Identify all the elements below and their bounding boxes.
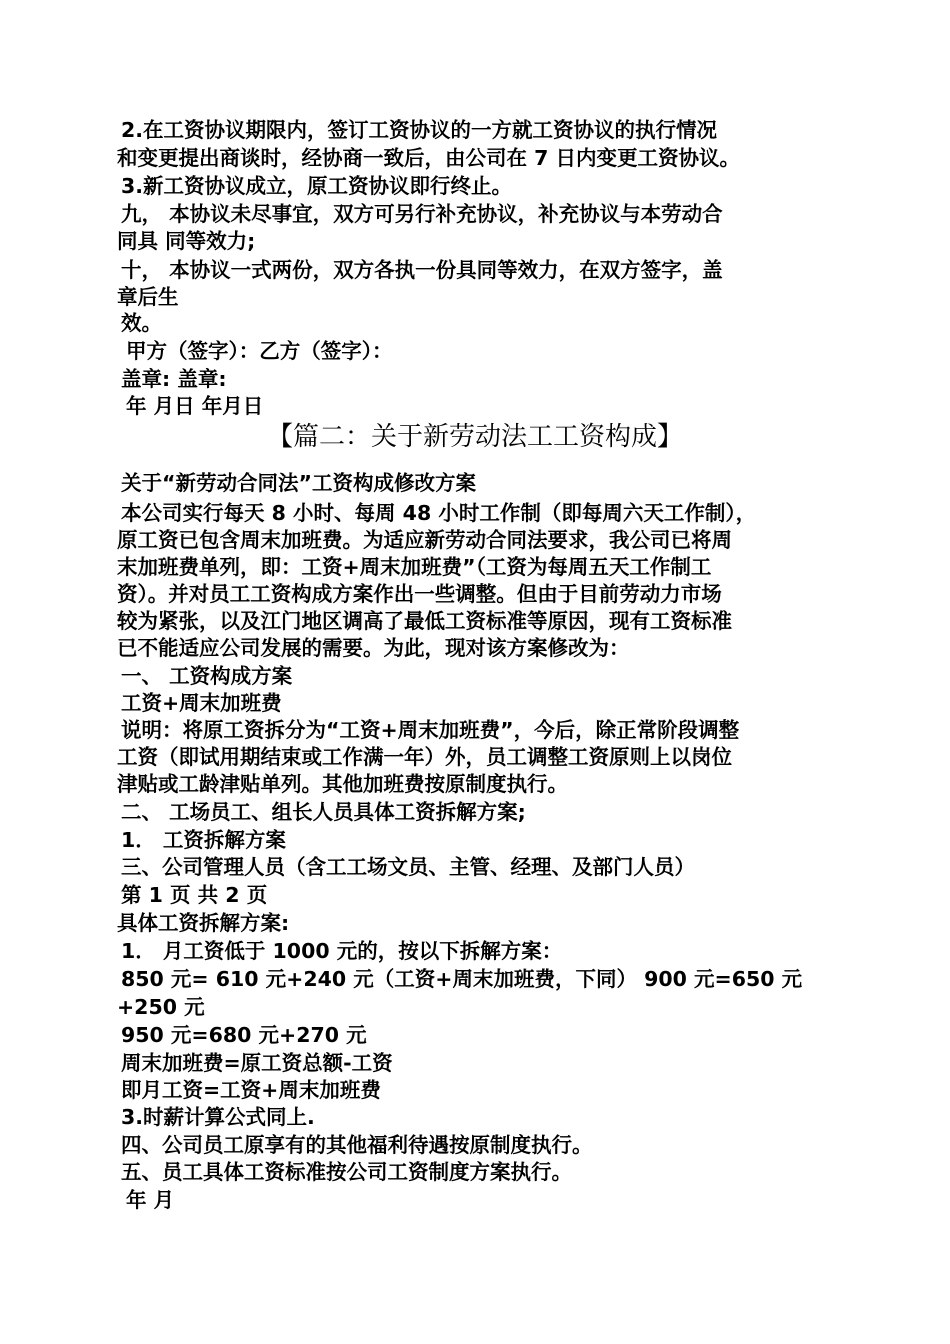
text-line: 本公司实行每天 8 小时、每周 48 小时工作制（即每周六天工作制）， <box>121 501 757 525</box>
text-line: 较为紧张，以及江门地区调高了最低工资标准等原因，现有工资标准 <box>117 609 732 633</box>
text-line: 九， 本协议未尽事宜，双方可另行补充协议，补充协议与本劳动合 <box>121 202 723 226</box>
text-line: 1． 月工资低于 1000 元的，按以下拆解方案： <box>121 939 563 963</box>
text-line: 2.在工资协议期限内，签订工资协议的一方就工资协议的执行情况 <box>121 118 718 142</box>
date-line: 年 月日 年月日 <box>126 394 264 418</box>
text-line: 3.新工资协议成立，原工资协议即行终止。 <box>121 174 513 198</box>
text-line: 末加班费单列，即：工资+周末加班费”（工资为每周五天工作制工 <box>117 555 712 579</box>
text-line: 和变更提出商谈时，经协商一致后，由公司在 7 日内变更工资协议。 <box>117 146 741 170</box>
text-line: 原工资已包含周末加班费。为适应新劳动合同法要求，我公司已将周 <box>117 528 732 552</box>
text-line: 周末加班费=原工资总额-工资 <box>121 1051 393 1075</box>
signature-line: 甲方（签字）：乙方（签字）： <box>126 339 393 363</box>
text-line: 1． 工资拆解方案 <box>121 828 286 852</box>
text-line: 具体工资拆解方案: <box>117 911 290 935</box>
text-line: 工资（即试用期结束或工作满一年）外，员工调整工资原则上以岗位 <box>117 745 732 769</box>
date-line: 年 月 <box>126 1188 175 1212</box>
text-line: 效。 <box>121 311 162 335</box>
text-line: 工资+周末加班费 <box>121 691 282 715</box>
text-line: +250 元 <box>117 995 205 1019</box>
document-title: 关于“新劳动合同法”工资构成修改方案 <box>121 471 476 495</box>
text-line: 850 元= 610 元+240 元（工资+周末加班费，下同） 900 元=650 元 <box>121 967 803 991</box>
text-line: 章后生 <box>117 285 179 309</box>
text-line: 同具 同等效力; <box>117 229 256 253</box>
text-line: 一、 工资构成方案 <box>121 664 293 688</box>
text-line: 五、员工具体工资标准按公司工资制度方案执行。 <box>121 1160 572 1184</box>
page-number: 第 1 页 共 2 页 <box>121 883 268 907</box>
seal-line: 盖章: 盖章: <box>121 367 227 391</box>
text-line: 三、公司管理人员（含工工场文员、主管、经理、及部门人员） <box>121 855 695 879</box>
text-line: 四、公司员工原享有的其他福利待遇按原制度执行。 <box>121 1133 593 1157</box>
text-line: 津贴或工龄津贴单列。其他加班费按原制度执行。 <box>117 772 568 796</box>
text-line: 二、 工场员工、组长人员具体工资拆解方案; <box>121 800 526 824</box>
text-line: 十， 本协议一式两份，双方各执一份具同等效力，在双方签字，盖 <box>121 258 723 282</box>
section-heading: 【篇二：关于新劳动法工工资构成】 <box>266 422 683 452</box>
text-line: 3.时薪计算公式同上. <box>121 1105 315 1129</box>
text-line: 即月工资=工资+周末加班费 <box>121 1078 381 1102</box>
text-line: 已不能适应公司发展的需要。为此，现对该方案修改为： <box>117 636 630 660</box>
text-line: 资）。并对员工工资构成方案作出一些调整。但由于目前劳动力市场 <box>117 582 722 606</box>
text-line: 说明：将原工资拆分为“工资+周末加班费”，今后，除正常阶段调整 <box>121 718 740 742</box>
text-line: 950 元=680 元+270 元 <box>121 1023 367 1047</box>
